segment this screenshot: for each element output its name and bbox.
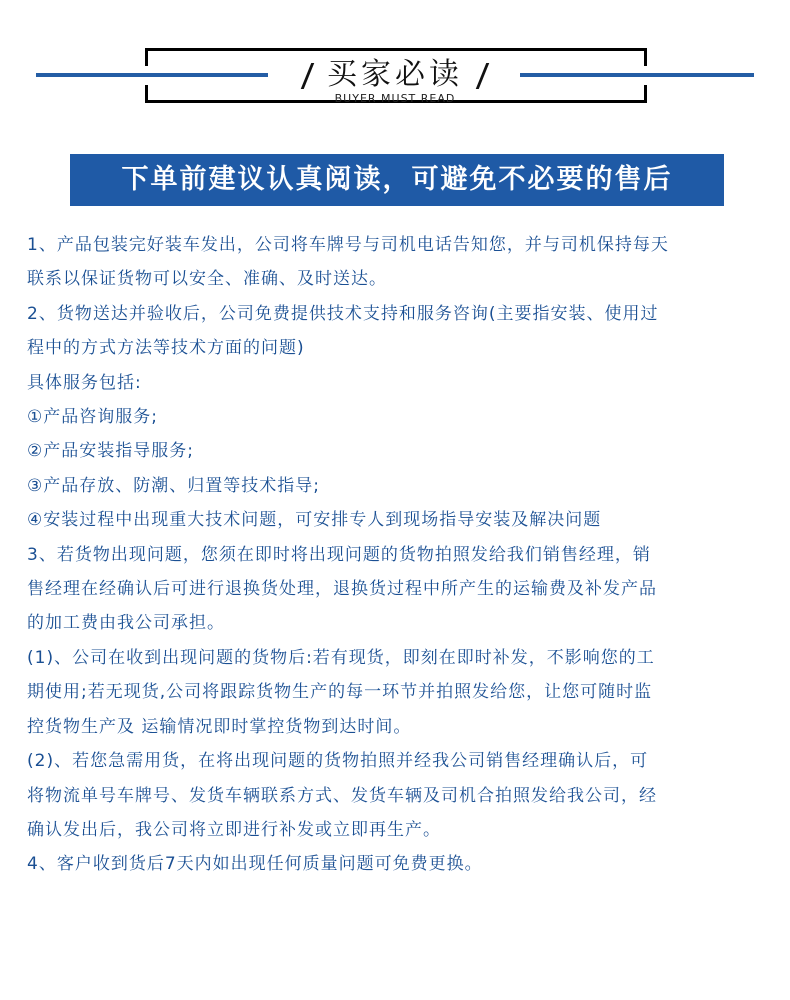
content-body	[27, 228, 772, 882]
right-slash-decoration	[476, 63, 490, 89]
page-title	[0, 55, 790, 95]
content-line: 3、若货物出现问题，您须在即时将出现问题的货物拍照发给我们销售经理，销	[27, 544, 651, 565]
content-line: ①产品咨询服务;	[27, 407, 158, 428]
content-line: 控货物生产及 运输情况即时掌控货物到达时间。	[27, 716, 412, 737]
content-line: 将物流单号车牌号、发货车辆联系方式、发货车辆及司机合拍照发给我公司，经	[27, 785, 657, 806]
page-subtitle: BUYER MUST READ	[334, 92, 456, 105]
content-line: 的加工费由我公司承担。	[27, 613, 225, 634]
content-line: ④安装过程中出现重大技术问题，可安排专人到现场指导安装及解决问题	[27, 510, 602, 531]
content-line: 程中的方式方法等技术方面的问题)	[27, 338, 305, 359]
content-line: 售经理在经确认后可进行退换货处理，退换货过程中所产生的运输费及补发产品	[27, 579, 657, 600]
header	[0, 0, 790, 140]
notice-banner: 下单前建议认真阅读，可避免不必要的售后	[70, 154, 724, 206]
content-line: 确认发出后，我公司将立即进行补发或立即再生产。	[27, 819, 441, 840]
content-line: ③产品存放、防潮、归置等技术指导;	[27, 475, 320, 496]
left-slash-decoration	[301, 63, 315, 89]
content-line: 具体服务包括:	[27, 372, 142, 393]
content-line: (1)、公司在收到出现问题的货物后:若有现货，即刻在即时补发，不影响您的工	[27, 647, 655, 668]
content-line: 2、货物送达并验收后，公司免费提供技术支持和服务咨询(主要指安装、使用过	[27, 303, 659, 324]
content-line: 联系以保证货物可以安全、准确、及时送达。	[27, 269, 387, 290]
content-line: ②产品安装指导服务;	[27, 441, 194, 462]
page-title-text: 买家必读	[327, 57, 463, 92]
content-line: 1、产品包装完好装车发出，公司将车牌号与司机电话告知您，并与司机保持每天	[27, 235, 669, 255]
content-line: (2)、若您急需用货，在将出现问题的货物拍照并经我公司销售经理确认后，可	[27, 751, 649, 772]
content-line: 4、客户收到货后7天内如出现任何质量问题可免费更换。	[27, 854, 483, 875]
content-line: 期使用;若无现货,公司将跟踪货物生产的每一环节并拍照发给您，让您可随时监	[27, 682, 653, 703]
